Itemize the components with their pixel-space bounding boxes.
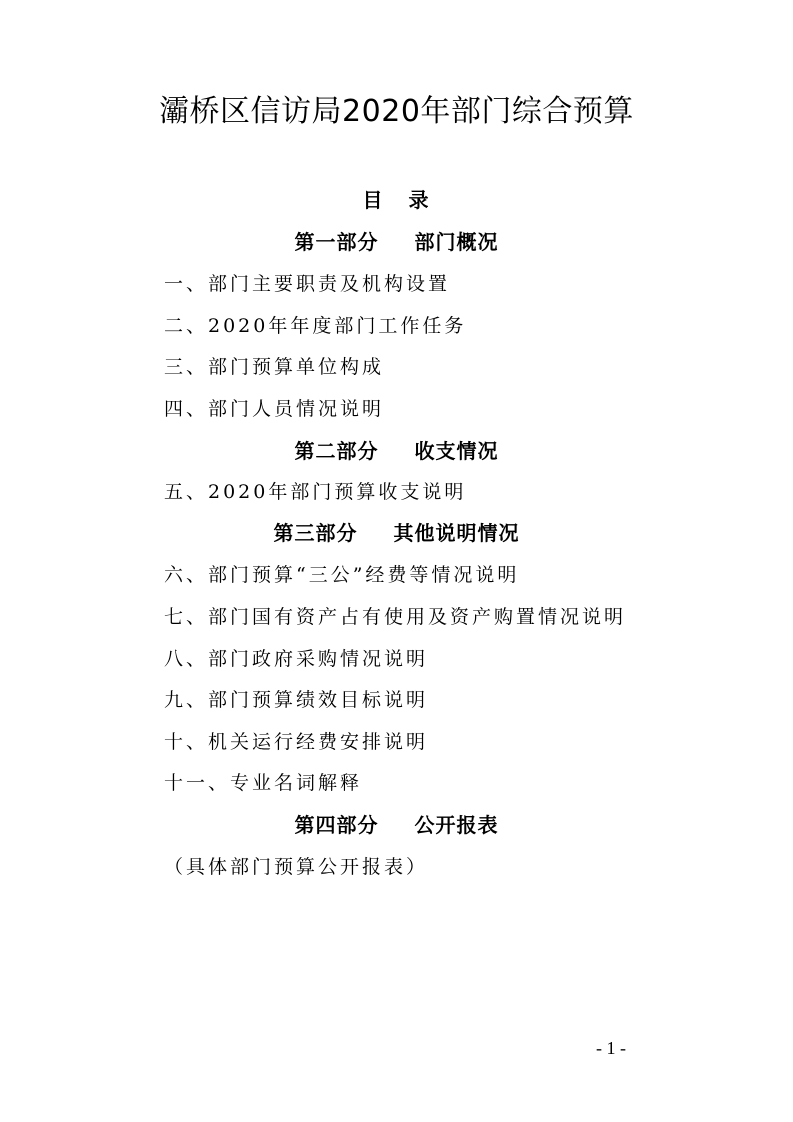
toc-item: 九、部门预算绩效目标说明: [164, 689, 429, 711]
part-4-label: 第四部分: [294, 813, 379, 837]
toc-item: 七、部门国有资产占有使用及资产购置情况说明: [164, 606, 627, 628]
part-3-name: 其他说明情况: [393, 521, 520, 545]
part-1-label: 第一部分: [294, 230, 379, 254]
toc-item: 五、2020年部门预算收支说明: [164, 481, 467, 503]
toc-item: 二、2020年年度部门工作任务: [164, 315, 467, 337]
part-1-name: 部门概况: [414, 230, 499, 254]
toc-heading-char-1: 目: [362, 188, 385, 212]
table-of-contents-heading: [0, 186, 793, 214]
part-4-name: 公开报表: [414, 813, 499, 837]
toc-item: 十一、专业名词解释: [164, 772, 363, 794]
part-2-name: 收支情况: [414, 439, 499, 463]
toc-item: （具体部门预算公开报表）: [164, 856, 429, 878]
toc-item: 一、部门主要职责及机构设置: [164, 273, 451, 295]
part-4-heading: [0, 811, 793, 839]
toc-item: 八、部门政府采购情况说明: [164, 648, 429, 670]
toc-heading-char-2: 录: [408, 188, 431, 212]
part-2-heading: [0, 437, 793, 465]
toc-item: 三、部门预算单位构成: [164, 356, 385, 378]
part-1-heading: [0, 228, 793, 256]
part-3-label: 第三部分: [273, 521, 358, 545]
document-title: 灞桥区信访局2020年部门综合预算: [159, 94, 634, 129]
page-number: - 1 -: [596, 1038, 626, 1058]
part-3-heading: [0, 519, 793, 547]
toc-item: 四、部门人员情况说明: [164, 398, 385, 420]
toc-item: 十、机关运行经费安排说明: [164, 731, 429, 753]
part-2-label: 第二部分: [294, 439, 379, 463]
toc-item: 六、部门预算“三公”经费等情况说明: [164, 564, 520, 586]
